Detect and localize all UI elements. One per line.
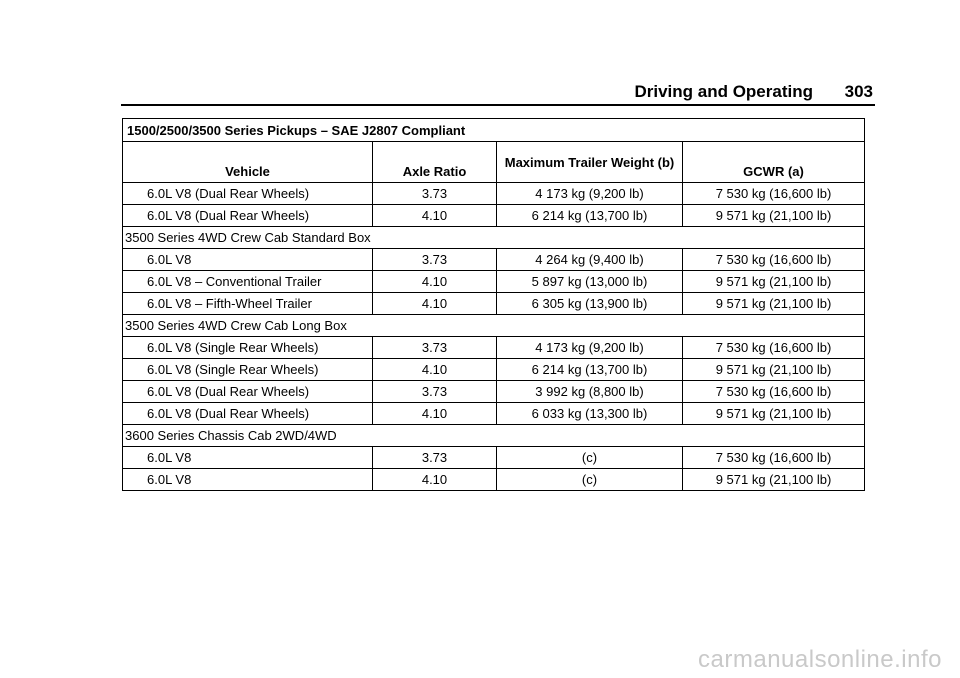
table-row xyxy=(123,249,865,271)
gcwr-cell: 9 571 kg (21,100 lb) xyxy=(683,403,865,425)
vehicle-cell: 6.0L V8 – Conventional Trailer xyxy=(123,271,373,293)
axle-ratio-cell: 4.10 xyxy=(373,359,497,381)
trailer-weight-cell: 6 033 kg (13,300 lb) xyxy=(497,403,683,425)
vehicle-cell: 6.0L V8 (Dual Rear Wheels) xyxy=(123,381,373,403)
axle-ratio-cell: 4.10 xyxy=(373,403,497,425)
group-label: 3600 Series Chassis Cab 2WD/4WD xyxy=(123,425,865,447)
axle-ratio-cell: 3.73 xyxy=(373,337,497,359)
group-label: 3500 Series 4WD Crew Cab Standard Box xyxy=(123,227,865,249)
table-row xyxy=(123,271,865,293)
gcwr-cell: 7 530 kg (16,600 lb) xyxy=(683,447,865,469)
trailer-weight-cell: (c) xyxy=(497,469,683,491)
towing-spec-table xyxy=(122,118,865,491)
vehicle-cell: 6.0L V8 xyxy=(123,469,373,491)
trailer-weight-cell: 4 173 kg (9,200 lb) xyxy=(497,337,683,359)
table-caption: 1500/2500/3500 Series Pickups – SAE J2807 Compliant xyxy=(123,119,865,142)
column-header-axle-ratio: Axle Ratio xyxy=(373,142,497,183)
table-body xyxy=(123,183,865,491)
axle-ratio-cell: 4.10 xyxy=(373,271,497,293)
vehicle-cell: 6.0L V8 (Single Rear Wheels) xyxy=(123,359,373,381)
table-group-row xyxy=(123,315,865,337)
table-row xyxy=(123,205,865,227)
table-row xyxy=(123,337,865,359)
page-number: 303 xyxy=(844,82,873,101)
vehicle-cell: 6.0L V8 (Dual Rear Wheels) xyxy=(123,183,373,205)
table-row xyxy=(123,183,865,205)
gcwr-cell: 9 571 kg (21,100 lb) xyxy=(683,359,865,381)
trailer-weight-cell: 5 897 kg (13,000 lb) xyxy=(497,271,683,293)
gcwr-cell: 9 571 kg (21,100 lb) xyxy=(683,293,865,315)
gcwr-cell: 9 571 kg (21,100 lb) xyxy=(683,205,865,227)
column-header-gcwr: GCWR (a) xyxy=(683,142,865,183)
section-title: Driving and Operating xyxy=(634,82,813,101)
table-row xyxy=(123,293,865,315)
trailer-weight-cell: 4 173 kg (9,200 lb) xyxy=(497,183,683,205)
gcwr-cell: 7 530 kg (16,600 lb) xyxy=(683,381,865,403)
vehicle-cell: 6.0L V8 – Fifth-Wheel Trailer xyxy=(123,293,373,315)
vehicle-cell: 6.0L V8 xyxy=(123,249,373,271)
watermark: carmanualsonline.info xyxy=(698,646,942,673)
gcwr-cell: 7 530 kg (16,600 lb) xyxy=(683,183,865,205)
table-row xyxy=(123,359,865,381)
table-row xyxy=(123,447,865,469)
axle-ratio-cell: 4.10 xyxy=(373,205,497,227)
table-row xyxy=(123,403,865,425)
gcwr-cell: 9 571 kg (21,100 lb) xyxy=(683,469,865,491)
trailer-weight-cell: 6 214 kg (13,700 lb) xyxy=(497,205,683,227)
axle-ratio-cell: 4.10 xyxy=(373,469,497,491)
table-group-row xyxy=(123,425,865,447)
vehicle-cell: 6.0L V8 (Dual Rear Wheels) xyxy=(123,403,373,425)
axle-ratio-cell: 3.73 xyxy=(373,447,497,469)
page-header xyxy=(121,78,875,106)
trailer-weight-cell: (c) xyxy=(497,447,683,469)
axle-ratio-cell: 4.10 xyxy=(373,293,497,315)
trailer-weight-cell: 6 214 kg (13,700 lb) xyxy=(497,359,683,381)
vehicle-cell: 6.0L V8 (Dual Rear Wheels) xyxy=(123,205,373,227)
vehicle-cell: 6.0L V8 xyxy=(123,447,373,469)
column-header-max-trailer-weight: Maximum Trailer Weight (b) xyxy=(497,142,683,183)
table-row xyxy=(123,381,865,403)
gcwr-cell: 9 571 kg (21,100 lb) xyxy=(683,271,865,293)
axle-ratio-cell: 3.73 xyxy=(373,249,497,271)
gcwr-cell: 7 530 kg (16,600 lb) xyxy=(683,249,865,271)
gcwr-cell: 7 530 kg (16,600 lb) xyxy=(683,337,865,359)
vehicle-cell: 6.0L V8 (Single Rear Wheels) xyxy=(123,337,373,359)
column-header-vehicle: Vehicle xyxy=(123,142,373,183)
group-label: 3500 Series 4WD Crew Cab Long Box xyxy=(123,315,865,337)
table-row xyxy=(123,469,865,491)
table-group-row xyxy=(123,227,865,249)
trailer-weight-cell: 4 264 kg (9,400 lb) xyxy=(497,249,683,271)
axle-ratio-cell: 3.73 xyxy=(373,381,497,403)
trailer-weight-cell: 6 305 kg (13,900 lb) xyxy=(497,293,683,315)
axle-ratio-cell: 3.73 xyxy=(373,183,497,205)
trailer-weight-cell: 3 992 kg (8,800 lb) xyxy=(497,381,683,403)
